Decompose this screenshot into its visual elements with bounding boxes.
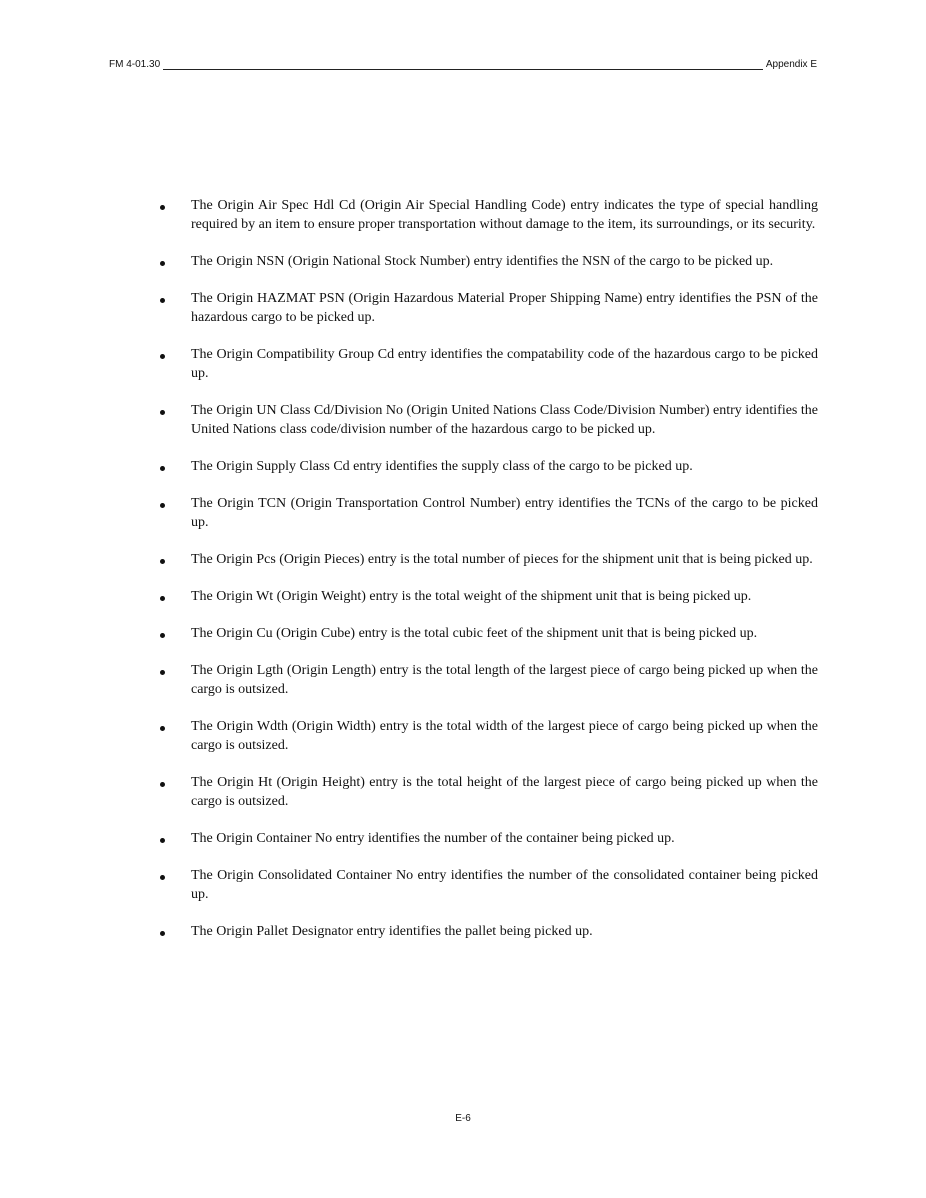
bullet-icon — [160, 838, 165, 843]
manual-number: FM 4-01.30 — [109, 59, 161, 70]
bullet-icon — [160, 782, 165, 787]
bullet-icon — [160, 503, 165, 508]
list-item-text: The Origin Cu (Origin Cube) entry is the total cubic feet of the shipment unit that is being picked up. — [191, 626, 758, 641]
list-item — [156, 252, 818, 271]
list-item — [156, 196, 818, 234]
list-item-text: The Origin Wt (Origin Weight) entry is the total weight of the shipment unit that is being picked up. — [191, 589, 752, 604]
list-item — [156, 457, 818, 476]
list-item-text: The Origin Wdth (Origin Width) entry is the total width of the largest piece of cargo being picked up when the cargo is outsized. — [191, 719, 818, 753]
list-item-text: The Origin Supply Class Cd entry identifies the supply class of the cargo to be picked up. — [191, 459, 693, 474]
list-item — [156, 345, 818, 383]
page-header — [109, 53, 817, 71]
list-item-text: The Origin Ht (Origin Height) entry is the total height of the largest piece of cargo being picked up when the cargo is outsized. — [191, 775, 818, 809]
bullet-icon — [160, 410, 165, 415]
list-item — [156, 866, 818, 904]
list-item-text: The Origin HAZMAT PSN (Origin Hazardous Material Proper Shipping Name) entry identifies the PSN of the hazardous cargo to be picked up. — [191, 291, 818, 325]
list-item-text: The Origin NSN (Origin National Stock Number) entry identifies the NSN of the cargo to be picked up. — [191, 254, 774, 269]
bullet-icon — [160, 354, 165, 359]
appendix-label: Appendix E — [765, 59, 817, 70]
list-item — [156, 494, 818, 532]
list-item-text: The Origin Pcs (Origin Pieces) entry is the total number of pieces for the shipment unit that is being picked up. — [191, 552, 813, 567]
list-item-text: The Origin Pallet Designator entry identifies the pallet being picked up. — [191, 924, 593, 939]
list-item-text: The Origin TCN (Origin Transportation Control Number) entry identifies the TCNs of the cargo to be picked up. — [191, 496, 818, 530]
bullet-icon — [160, 596, 165, 601]
list-item — [156, 661, 818, 699]
bullet-icon — [160, 205, 165, 210]
bullet-icon — [160, 931, 165, 936]
list-item — [156, 587, 818, 606]
list-item — [156, 401, 818, 439]
bullet-icon — [160, 261, 165, 266]
list-item-text: The Origin Lgth (Origin Length) entry is the total length of the largest piece of cargo being picked up when the cargo is outsized. — [191, 663, 818, 697]
bullet-icon — [160, 726, 165, 731]
list-item — [156, 717, 818, 755]
bullet-icon — [160, 670, 165, 675]
list-item — [156, 289, 818, 327]
list-item-text: The Origin Air Spec Hdl Cd (Origin Air Special Handling Code) entry indicates the type of special handling required by an item to ensure proper transportation without damage to the item, its surroundings, or its security. — [191, 198, 818, 232]
bullet-icon — [160, 298, 165, 303]
list-item-text: The Origin Container No entry identifies the number of the container being picked up. — [191, 831, 675, 846]
page-number: E-6 — [455, 1113, 471, 1124]
list-item — [156, 829, 818, 848]
bullet-icon — [160, 559, 165, 564]
list-item — [156, 624, 818, 643]
list-item-text: The Origin Compatibility Group Cd entry identifies the compatability code of the hazardous cargo to be picked up. — [191, 347, 818, 381]
bullet-icon — [160, 466, 165, 471]
bullet-icon — [160, 633, 165, 638]
list-item-text: The Origin Consolidated Container No entry identifies the number of the consolidated container being picked up. — [191, 868, 818, 902]
list-item-text: The Origin UN Class Cd/Division No (Origin United Nations Class Code/Division Number) entry identifies the United Nations class code/division number of the hazardous cargo to be picked up. — [191, 403, 818, 437]
bullet-list — [156, 196, 818, 941]
list-item — [156, 922, 818, 941]
list-item — [156, 773, 818, 811]
header-rule — [163, 59, 763, 70]
list-item — [156, 550, 818, 569]
bullet-icon — [160, 875, 165, 880]
